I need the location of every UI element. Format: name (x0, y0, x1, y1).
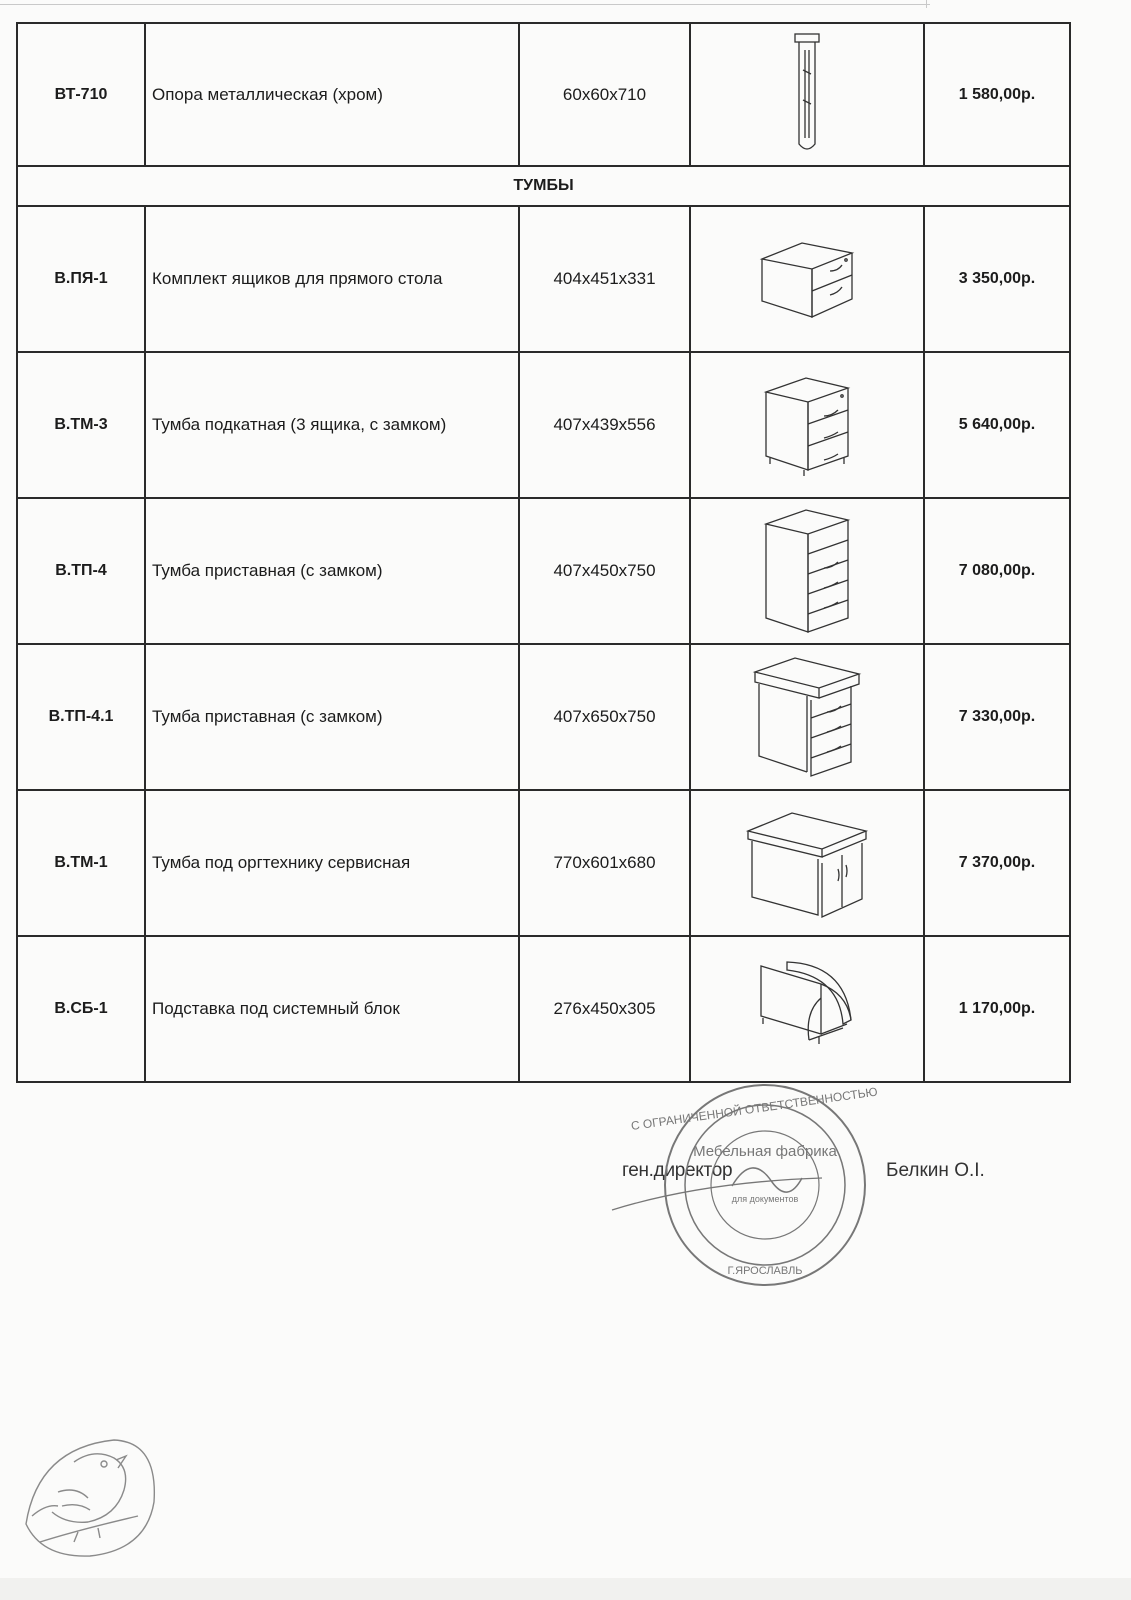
item-price: 7 080,00р. (924, 498, 1070, 644)
table-row (17, 23, 1070, 166)
mobile-pedestal-icon (752, 370, 862, 480)
item-dimensions: 404х451х331 (519, 206, 690, 352)
item-dimensions: 407х450х750 (519, 498, 690, 644)
top-border-line (0, 4, 930, 5)
table-row (17, 498, 1070, 644)
item-image-cell (690, 206, 924, 352)
item-name: Опора металлическая (хром) (145, 23, 519, 166)
item-code: В.ТМ-1 (17, 790, 145, 936)
item-name: Комплект ящиков для прямого стола (145, 206, 519, 352)
item-code: В.ТП-4 (17, 498, 145, 644)
item-image-cell (690, 936, 924, 1082)
table-row (17, 644, 1070, 790)
item-image-cell (690, 23, 924, 166)
item-price: 7 370,00р. (924, 790, 1070, 936)
price-table (16, 22, 1069, 1083)
item-image-cell (690, 498, 924, 644)
item-price: 1 580,00р. (924, 23, 1070, 166)
table-row (17, 936, 1070, 1082)
item-code: ВТ-710 (17, 23, 145, 166)
company-stamp-icon (630, 1082, 879, 1288)
item-price: 7 330,00р. (924, 644, 1070, 790)
signature-title: ген.директор (622, 1160, 733, 1181)
item-dimensions: 60х60х710 (519, 23, 690, 166)
chrome-leg-icon (777, 30, 837, 160)
bird-logo-icon (18, 1432, 160, 1562)
item-price: 5 640,00р. (924, 352, 1070, 498)
stamp-outer-text: С ОГРАНИЧЕННОЙ ОТВЕТСТВЕННОСТЬЮ (630, 1084, 879, 1133)
drawer-set-icon (752, 229, 862, 329)
item-name: Тумба приставная (с замком) (145, 498, 519, 644)
stamp-inner-text: для документов (731, 1194, 799, 1204)
section-title: ТУМБЫ (17, 166, 1070, 206)
item-dimensions: 770х601х680 (519, 790, 690, 936)
pedestal-4-1-icon (747, 652, 867, 782)
item-image-cell (690, 352, 924, 498)
stamp-city-text: Г.ЯРОСЛАВЛЬ (727, 1265, 803, 1277)
top-border-tick (926, 0, 927, 8)
pc-stand-icon (747, 954, 867, 1064)
scan-bottom-band (0, 1578, 1131, 1600)
signature-name: Белкин О.І. (886, 1160, 985, 1181)
item-image-cell (690, 790, 924, 936)
item-dimensions: 407х439х556 (519, 352, 690, 498)
item-name: Тумба под оргтехнику сервисная (145, 790, 519, 936)
item-code: В.ТМ-3 (17, 352, 145, 498)
section-header-row (17, 166, 1070, 206)
item-name: Подставка под системный блок (145, 936, 519, 1082)
item-dimensions: 276х450х305 (519, 936, 690, 1082)
table-row (17, 352, 1070, 498)
item-price: 3 350,00р. (924, 206, 1070, 352)
pedestal-4-icon (752, 506, 862, 636)
item-price: 1 170,00р. (924, 936, 1070, 1082)
service-cabinet-icon (742, 803, 872, 923)
item-name: Тумба подкатная (3 ящика, с замком) (145, 352, 519, 498)
table-row (17, 790, 1070, 936)
item-dimensions: 407х650х750 (519, 644, 690, 790)
stamp-middle-text: Мебельная фабрика (693, 1143, 837, 1160)
item-name: Тумба приставная (с замком) (145, 644, 519, 790)
item-code: В.ТП-4.1 (17, 644, 145, 790)
item-image-cell (690, 644, 924, 790)
table-row (17, 206, 1070, 352)
item-code: В.ПЯ-1 (17, 206, 145, 352)
item-code: В.СБ-1 (17, 936, 145, 1082)
